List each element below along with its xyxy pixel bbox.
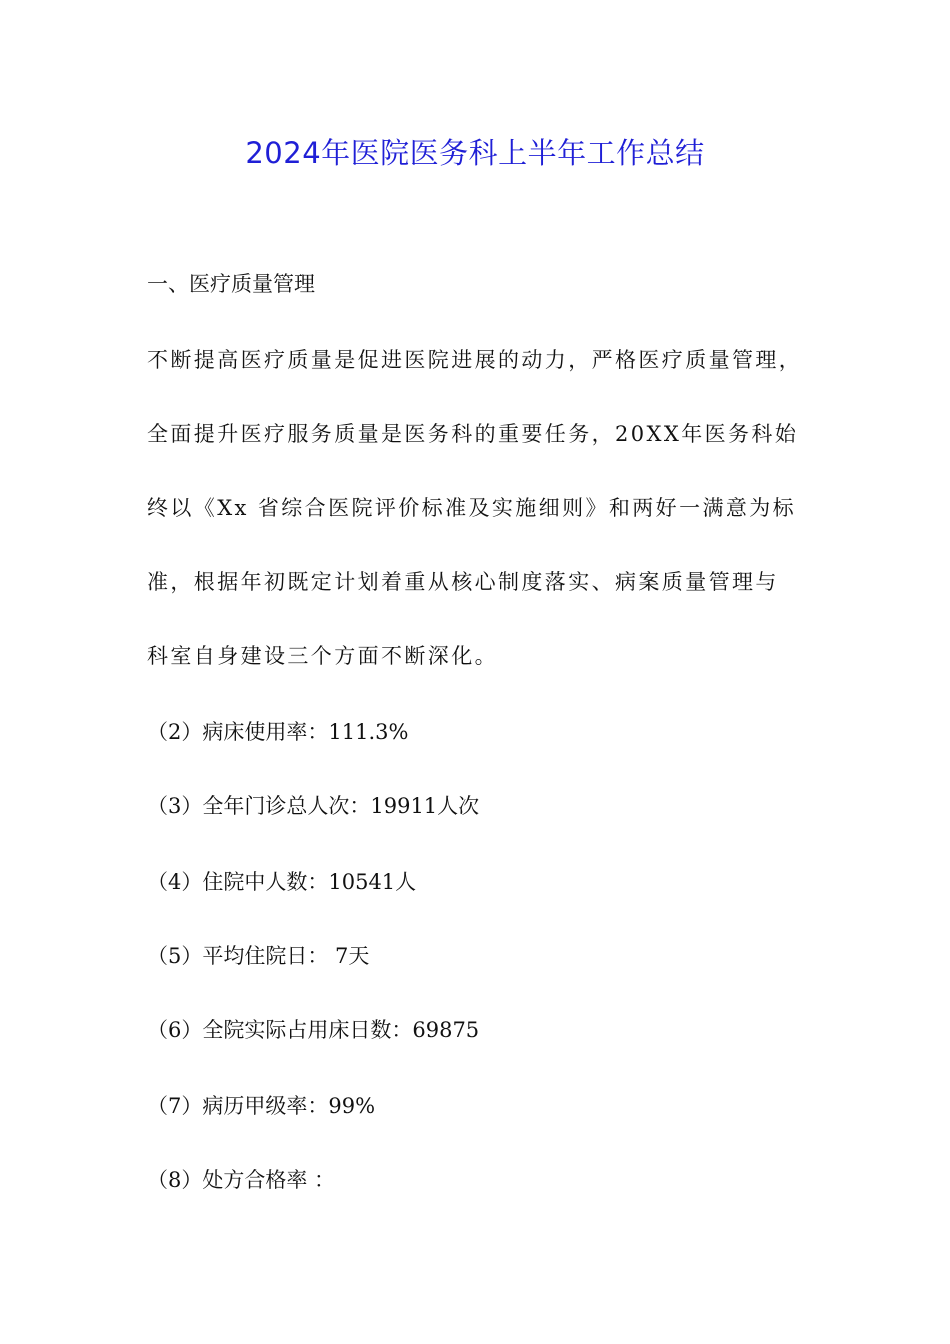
paragraph-line: 全面提升医疗服务质量是医务科的重要任务，20XX年医务科始: [147, 422, 799, 446]
stat-inpatient-count: （4）住院中人数：10541人: [147, 870, 417, 894]
section-heading: 一、医疗质量管理: [147, 272, 315, 296]
stat-prescription-pass-rate: （8）处方合格率 ：: [147, 1168, 336, 1192]
stat-average-stay: （5）平均住院日： 7天: [147, 944, 370, 968]
stat-bed-usage-rate: （2）病床使用率：111.3%: [147, 720, 409, 744]
document-title: 2024年医院医务科上半年工作总结: [245, 136, 705, 170]
stat-medical-record-grade-a-rate: （7）病历甲级率：99%: [147, 1094, 376, 1118]
paragraph-line: 不断提高医疗质量是促进医院进展的动力，严格医疗质量管理，: [147, 348, 803, 372]
paragraph-line: 准，根据年初既定计划着重从核心制度落实、病案质量管理与: [147, 570, 779, 594]
paragraph-line: 科室自身建设三个方面不断深化。: [147, 644, 498, 668]
stat-occupied-bed-days: （6）全院实际占用床日数：69875: [147, 1018, 480, 1042]
paragraph-line: 终以《Xx 省综合医院评价标准及实施细则》和两好一满意为标: [147, 496, 797, 520]
stat-outpatient-visits: （3）全年门诊总人次：19911人次: [147, 794, 480, 818]
